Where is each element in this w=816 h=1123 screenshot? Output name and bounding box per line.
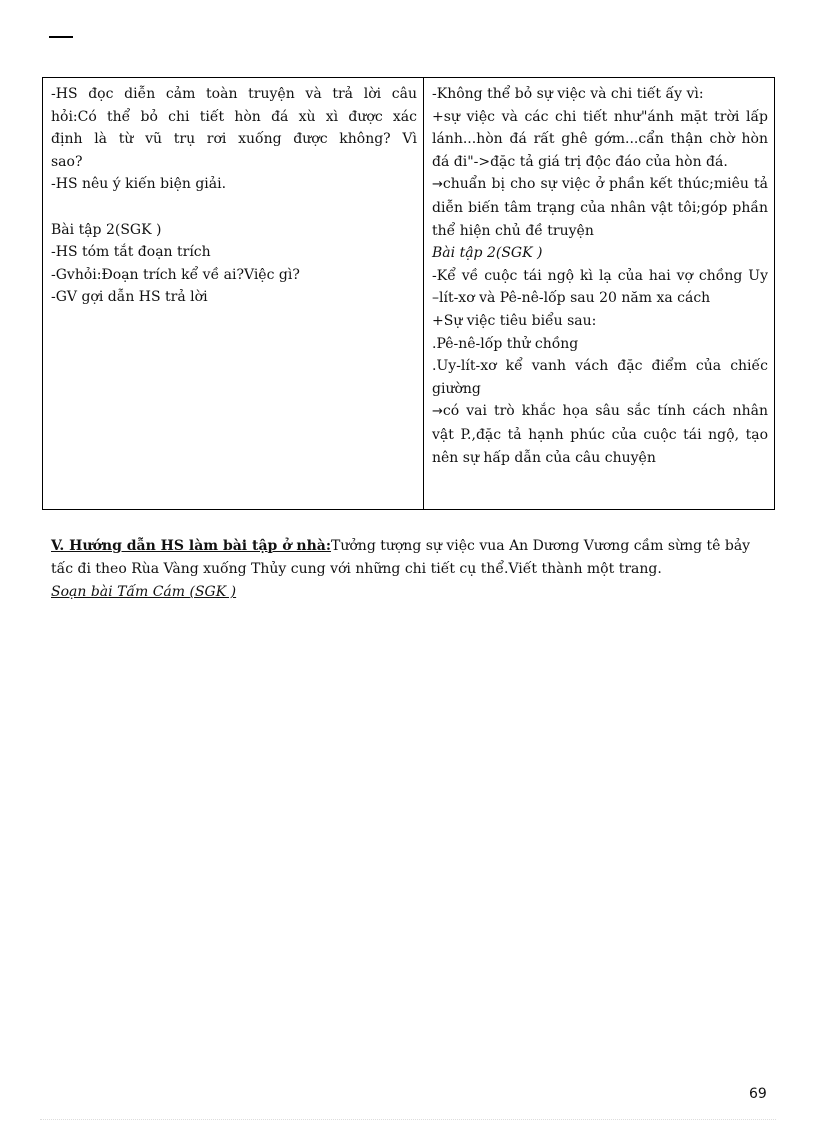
left-line: định là từ vũ trụ rơi xuống được không? Vì — [51, 131, 417, 148]
right-line: -Kể về cuộc tái ngộ kì lạ của hai vợ chồng Uy — [432, 267, 768, 284]
conclusion-first-line: chuẩn bị cho sự việc ở phần kết thúc;miêu tả — [442, 176, 768, 193]
page-number: 69 — [749, 1086, 767, 1102]
right-line: vật P.,đặc tả hạnh phúc của cuộc tái ngộ, tạo — [432, 426, 768, 443]
left-line: sao? — [51, 153, 83, 170]
right-line: +sự việc và các chi tiết như"ánh mặt trời lấp — [432, 108, 768, 125]
left-line: -Gvhỏi:Đoạn trích kể về ai?Việc gì? — [51, 266, 300, 283]
left-line: -HS nêu ý kiến biện giải. — [51, 176, 227, 193]
right-line: +Sự việc tiêu biểu sau: — [432, 312, 597, 329]
left-line: -GV gợi dẫn HS trả lời — [51, 289, 208, 306]
table-row — [43, 78, 775, 510]
left-line: -HS đọc diễn cảm toàn truyện và trả lời câu — [51, 86, 417, 102]
lesson-content-cell — [424, 78, 775, 510]
homework-heading: V. Hướng dẫn HS làm bài tập ở nhà: — [51, 538, 332, 554]
homework-section — [51, 535, 776, 604]
right-line — [432, 400, 768, 424]
right-line: nên sự hấp dẫn của câu chuyện — [432, 449, 656, 466]
right-arrow-icon: → — [432, 404, 443, 420]
left-line-blank — [51, 196, 417, 219]
right-line — [432, 173, 768, 197]
final-first-line: có vai trò khắc họa sâu sắc tính cách nhân — [442, 403, 768, 420]
right-intro: -Không thể bỏ sự việc và chi tiết ấy vì: — [432, 86, 704, 102]
right-line: .Pê-nê-lốp thử chồng — [432, 335, 579, 352]
exercise-2-title: Bài tập 2(SGK ) — [432, 245, 543, 262]
right-line: –lít-xơ và Pê-nê-lốp sau 20 năm xa cách — [432, 290, 711, 307]
right-line: diễn biến tâm trạng của nhân vật tôi;góp phần — [432, 199, 768, 216]
right-line: thể hiện chủ đề truyện — [432, 222, 594, 239]
footer-divider — [40, 1119, 776, 1120]
next-lesson: Soạn bài Tấm Cám (SGK ) — [51, 584, 237, 600]
right-line: giường — [432, 380, 481, 397]
right-line: đá đi"->đặc tả giá trị độc đáo của hòn đá. — [432, 153, 728, 170]
teacher-student-activities-cell — [43, 78, 424, 510]
left-line: hỏi:Có thể bỏ chi tiết hòn đá xù xì được xác — [51, 108, 417, 125]
homework-text: Tưởng tượng sự việc vua An Dương Vương cầm sừng tê bảy tấc đi theo Rùa Vàng xuống Thủy cung với những chi tiết cụ thể.Viết thành một trang. — [51, 538, 751, 577]
right-arrow-icon: → — [432, 177, 443, 193]
left-line: -HS tóm tắt đoạn trích — [51, 244, 211, 261]
right-line: lánh...hòn đá rất ghê gớm...cẩn thận chờ hòn — [432, 131, 768, 148]
right-line: .Uy-lít-xơ kể vanh vách đặc điểm của chiếc — [432, 358, 768, 375]
lesson-table — [42, 77, 775, 510]
left-line: Bài tập 2(SGK ) — [51, 221, 162, 238]
header-dash — [49, 36, 73, 38]
